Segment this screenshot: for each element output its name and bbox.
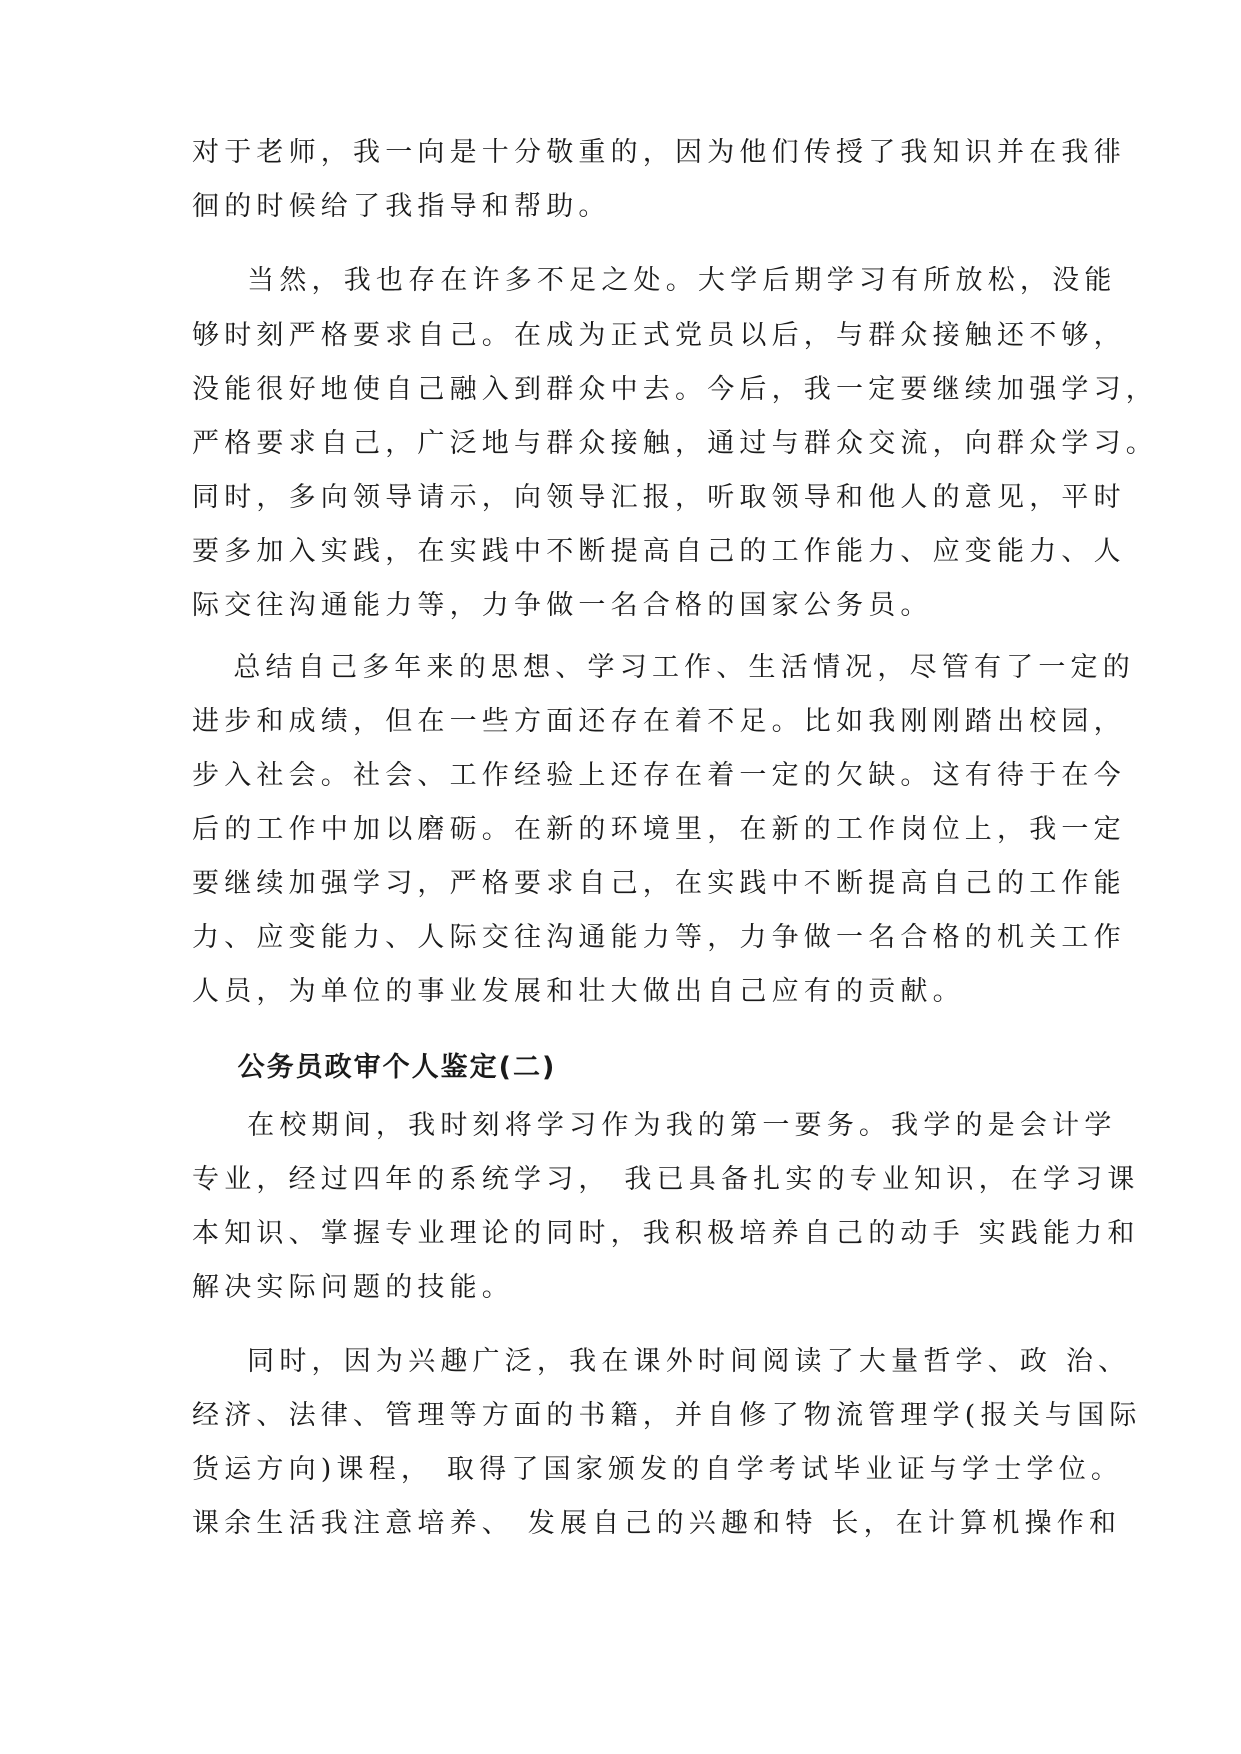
text-line: 际交往沟通能力等，力争做一名合格的国家公务员。 bbox=[192, 590, 933, 621]
text-line: 本知识、掌握专业理论的同时，我积极培养自己的动手 实践能力和 bbox=[192, 1218, 1140, 1249]
text-line: 够时刻严格要求自己。在成为正式党员以后，与群众接触还不够， bbox=[192, 320, 1126, 351]
text-line: 货运方向)课程， 取得了国家颁发的自学考试毕业证与学士学位。 bbox=[192, 1454, 1124, 1485]
text-line: 要继续加强学习，严格要求自己，在实践中不断提高自己的工作能 bbox=[192, 868, 1126, 899]
paragraph-line: 总结自己多年来的思想、学习工作、生活情况，尽管有了一定的 bbox=[192, 652, 1135, 683]
paragraph-line: 同时，因为兴趣广泛，我在课外时间阅读了大量哲学、政 治、 bbox=[192, 1346, 1131, 1377]
text-line: 力、应变能力、人际交往沟通能力等，力争做一名合格的机关工作 bbox=[192, 922, 1126, 953]
text-line: 要多加入实践，在实践中不断提高自己的工作能力、应变能力、人 bbox=[192, 536, 1126, 567]
text-line: 人员，为单位的事业发展和壮大做出自己应有的贡献。 bbox=[192, 976, 965, 1007]
section-heading: 公务员政审个人鉴定(二) bbox=[192, 1052, 557, 1083]
text-line: 同时，多向领导请示，向领导汇报，听取领导和他人的意见，平时 bbox=[192, 482, 1126, 513]
text-line: 专业，经过四年的系统学习， 我已具备扎实的专业知识，在学习课 bbox=[192, 1164, 1140, 1195]
paragraph-line: 当然，我也存在许多不足之处。大学后期学习有所放松，没能 bbox=[192, 265, 1117, 296]
text-line: 没能很好地使自己融入到群众中去。今后，我一定要继续加强学习， bbox=[192, 374, 1158, 405]
text-line: 后的工作中加以磨砺。在新的环境里，在新的工作岗位上，我一定 bbox=[192, 814, 1126, 845]
text-line: 徊的时候给了我指导和帮助。 bbox=[192, 191, 611, 222]
text-line: 进步和成绩，但在一些方面还存在着不足。比如我刚刚踏出校园， bbox=[192, 706, 1126, 737]
text-line: 步入社会。社会、工作经验上还存在着一定的欠缺。这有待于在今 bbox=[192, 760, 1126, 791]
text-line: 课余生活我注意培养、 发展自己的兴趣和特 长，在计算机操作和 bbox=[192, 1508, 1122, 1539]
text-line: 严格要求自己，广泛地与群众接触，通过与群众交流，向群众学习。 bbox=[192, 428, 1158, 459]
text-line: 经济、法律、管理等方面的书籍，并自修了物流管理学(报关与国际 bbox=[192, 1400, 1142, 1431]
text-line: 对于老师，我一向是十分敬重的，因为他们传授了我知识并在我徘 bbox=[192, 137, 1126, 168]
paragraph-line: 在校期间，我时刻将学习作为我的第一要务。我学的是会计学 bbox=[192, 1110, 1117, 1141]
text-line: 解决实际问题的技能。 bbox=[192, 1272, 514, 1303]
